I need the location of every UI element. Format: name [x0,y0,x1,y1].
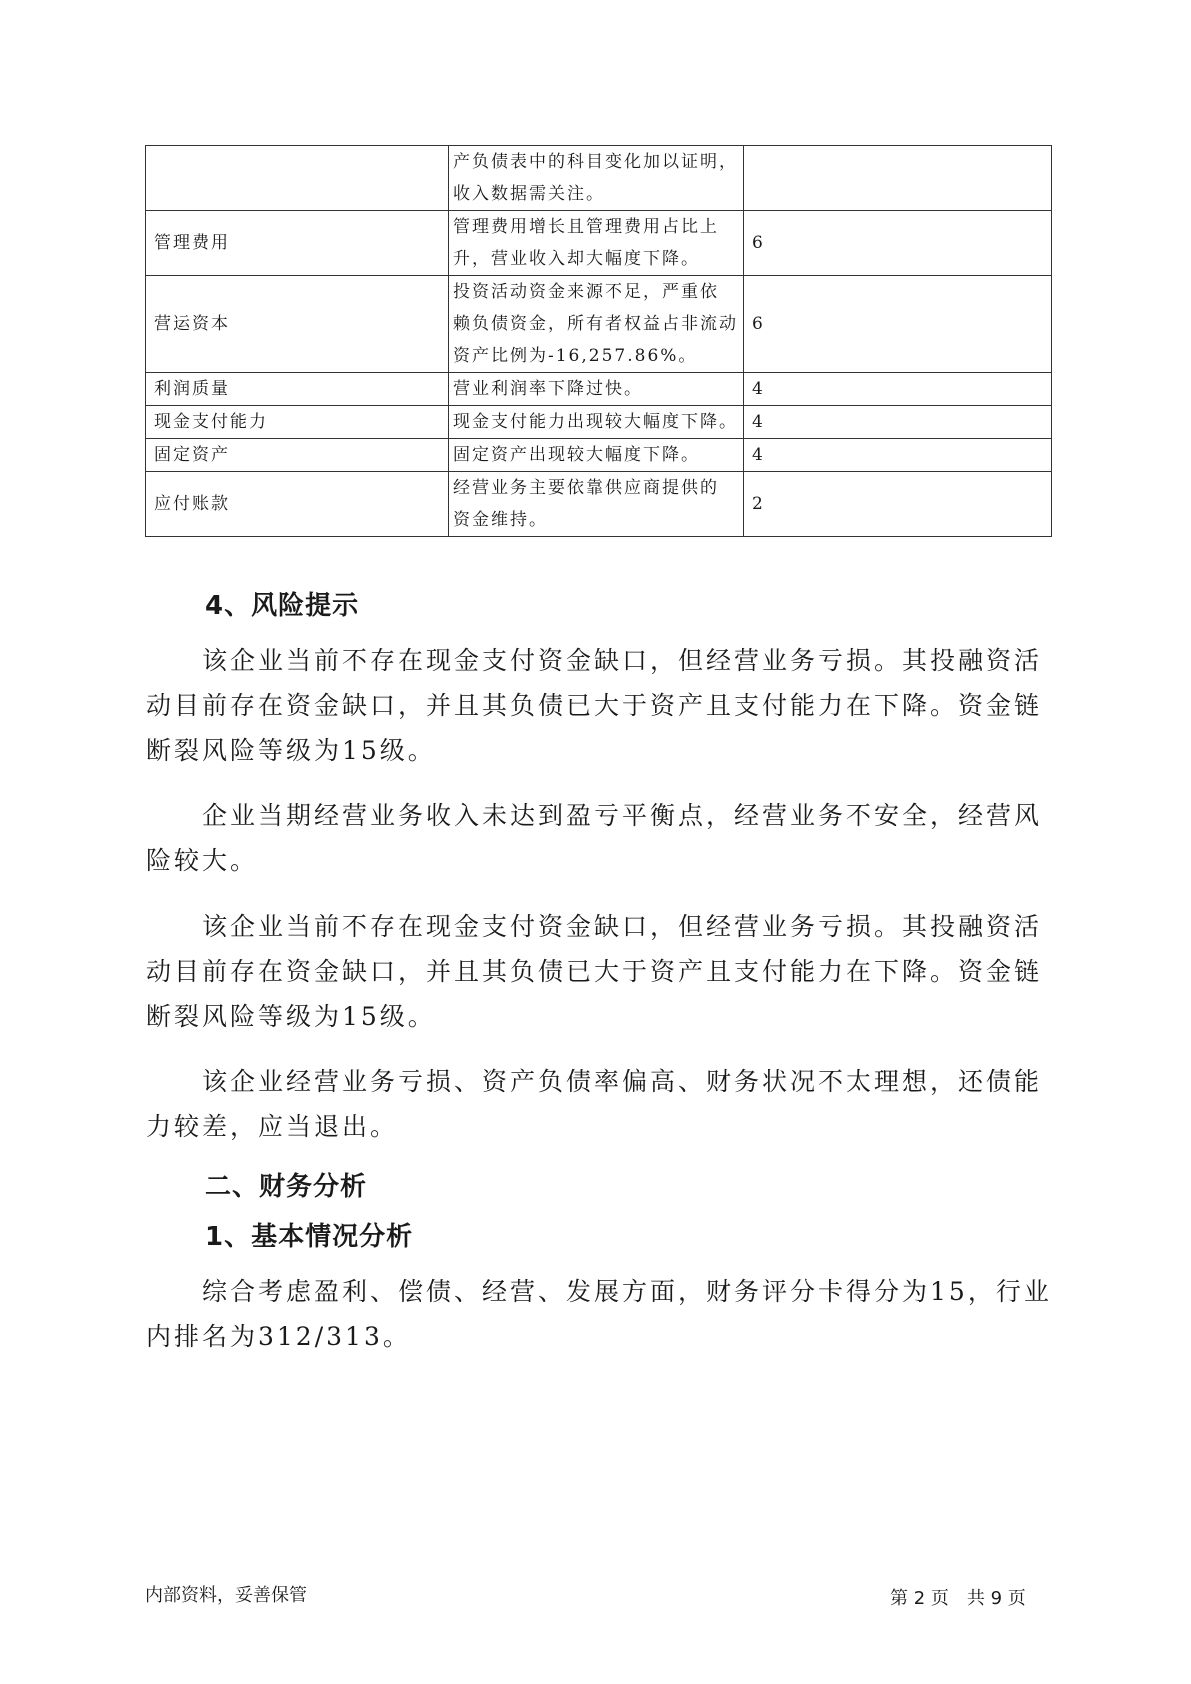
risk-factor-table [145,145,1052,537]
finance-heading: 二、财务分析 [205,1172,368,1202]
description-line: 经营业务主要依靠供应商提供的 [453,478,719,498]
risk-item-cell: 现金支付能力 [146,406,449,439]
basic-analysis-heading: 1、基本情况分析 [205,1222,414,1252]
risk-description-cell [449,472,744,537]
footer-page-number: 第 2 页 共 9 页 [890,1588,1026,1609]
risk-paragraph-3: 该企业当前不存在现金支付资金缺口，但经营业务亏损。其投融资活 动目前存在资金缺口，并且其负债已大于资产且支付能力在下降。资金链 断裂风险等级为15级。 [146,912,1043,1031]
risk-item-cell: 应付账款 [146,472,449,537]
risk-paragraph-4: 该企业经营业务亏损、资产负债率偏高、财务状况不太理想，还债能 力较差，应当退出。 [146,1067,1043,1141]
risk-score-cell [744,146,1052,211]
description-line: 产负债表中的科目变化加以证明， [453,152,738,172]
description-line: 管理费用增长且管理费用占比上 [453,217,719,237]
description-line: 资金维持。 [453,510,548,530]
risk-heading: 4、风险提示 [205,591,360,621]
description-line: 现金支付能力出现较大幅度下降。 [453,412,738,432]
risk-description-cell [449,406,744,439]
description-line: 升，营业收入却大幅度下降。 [453,249,700,269]
risk-score-cell: 2 [744,472,1052,537]
risk-description-cell [449,211,744,276]
table-row [146,373,1052,406]
description-line: 赖负债资金，所有者权益占非流动 [453,314,738,334]
risk-score-cell: 6 [744,211,1052,276]
risk-score-cell: 6 [744,276,1052,373]
risk-description-cell [449,146,744,211]
description-line: 固定资产出现较大幅度下降。 [453,445,700,465]
risk-paragraph-2: 企业当期经营业务收入未达到盈亏平衡点，经营业务不安全，经营风 险较大。 [146,801,1043,875]
description-line: 营业利润率下降过快。 [453,379,643,399]
table-row [146,472,1052,537]
risk-score-cell: 4 [744,406,1052,439]
risk-item-cell: 利润质量 [146,373,449,406]
risk-item-cell: 管理费用 [146,211,449,276]
table-row [146,406,1052,439]
footer-confidential-note: 内部资料，妥善保管 [145,1585,307,1606]
risk-item-cell [146,146,449,211]
table-row [146,146,1052,211]
finance-paragraph: 综合考虑盈利、偿债、经营、发展方面，财务评分卡得分为15，行业 内排名为312/313。 [146,1277,1052,1351]
table-row [146,211,1052,276]
risk-item-cell: 固定资产 [146,439,449,472]
description-line: 收入数据需关注。 [453,184,605,204]
risk-score-cell: 4 [744,439,1052,472]
description-line: 资产比例为-16,257.86%。 [453,346,698,366]
description-line: 投资活动资金来源不足，严重依 [453,282,719,302]
table-row [146,439,1052,472]
risk-description-cell [449,439,744,472]
risk-description-cell [449,373,744,406]
risk-item-cell: 营运资本 [146,276,449,373]
risk-paragraph-1: 该企业当前不存在现金支付资金缺口，但经营业务亏损。其投融资活 动目前存在资金缺口，并且其负债已大于资产且支付能力在下降。资金链 断裂风险等级为15级。 [146,646,1043,765]
risk-score-cell: 4 [744,373,1052,406]
table-row [146,276,1052,373]
risk-description-cell [449,276,744,373]
